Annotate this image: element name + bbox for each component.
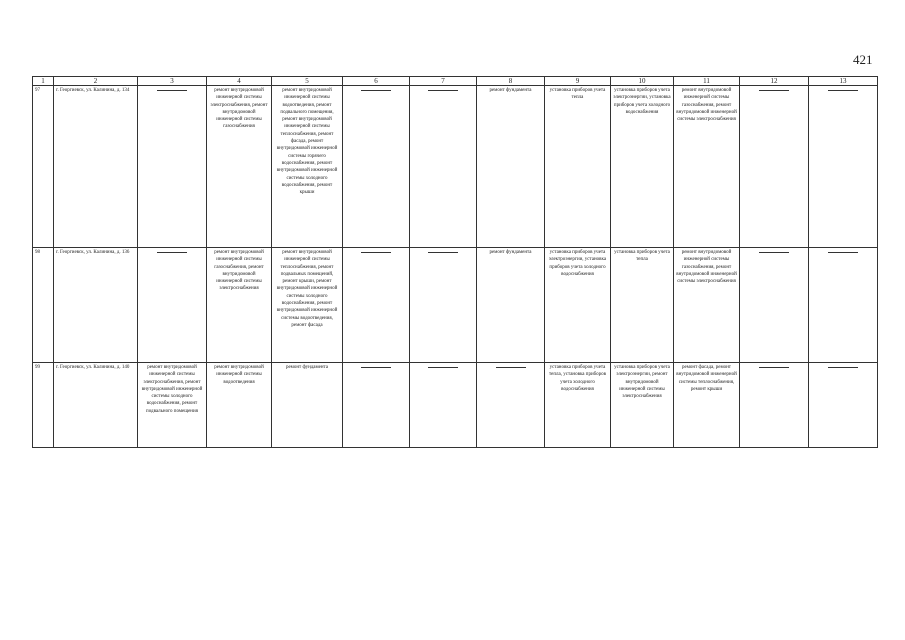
- table-row: [33, 86, 878, 248]
- empty-cell-dash: [343, 363, 410, 448]
- empty-cell-dash: [138, 248, 207, 363]
- column-header: 13: [809, 77, 878, 86]
- work-cell: ремонт внутридомовой инженерной системы газоснабжения, ремонт внутридомовой инженерной системы электроснабжения: [207, 248, 272, 363]
- work-cell: установка приборов учета электроэнергии, установка приборов учета холодного водоснабжения: [611, 86, 674, 248]
- row-number: 97: [33, 86, 54, 248]
- column-header: 4: [207, 77, 272, 86]
- empty-cell-dash: [410, 86, 477, 248]
- empty-cell-dash: [809, 248, 878, 363]
- table-row: [33, 363, 878, 448]
- empty-cell-dash: [410, 248, 477, 363]
- column-header-row: [33, 77, 878, 86]
- empty-cell-dash: [138, 86, 207, 248]
- column-header: 2: [54, 77, 138, 86]
- column-header: 12: [740, 77, 809, 86]
- work-cell: установка приборов учета тепла: [611, 248, 674, 363]
- row-number: 98: [33, 248, 54, 363]
- empty-cell-dash: [740, 248, 809, 363]
- empty-cell-dash: [809, 363, 878, 448]
- work-cell: ремонт внутридомовой инженерной системы газоснабжения, ремонт внутридомовой инженерной системы электроснабжения: [674, 248, 740, 363]
- empty-cell-dash: [740, 363, 809, 448]
- column-header: 10: [611, 77, 674, 86]
- work-cell: ремонт фундамента: [477, 86, 545, 248]
- work-cell: установка приборов учета электроэнергии, установка приборов учета холодного водоснабжения: [545, 248, 611, 363]
- empty-cell-dash: [477, 363, 545, 448]
- capital-repair-table: [32, 76, 878, 448]
- column-header: 3: [138, 77, 207, 86]
- work-cell: установка приборов учета тепла, установка приборов учета холодного водоснабжения: [545, 363, 611, 448]
- column-header: 6: [343, 77, 410, 86]
- column-header: 11: [674, 77, 740, 86]
- work-cell: установка приборов учета тепла: [545, 86, 611, 248]
- table-row: [33, 248, 878, 363]
- work-cell: установка приборов учета электроэнергии, ремонт внутридомовой инженерной системы электроснабжения: [611, 363, 674, 448]
- work-cell: ремонт внутридомовой инженерной системы водоотведения: [207, 363, 272, 448]
- column-header: 8: [477, 77, 545, 86]
- work-cell: ремонт фасада, ремонт внутридомовой инженерной системы теплоснабжения, ремонт крыши: [674, 363, 740, 448]
- work-cell: ремонт фундамента: [272, 363, 343, 448]
- column-header: 7: [410, 77, 477, 86]
- address-cell: г. Георгиевск, ул. Калинина, д. 140: [54, 363, 138, 448]
- column-header: 9: [545, 77, 611, 86]
- empty-cell-dash: [809, 86, 878, 248]
- work-cell: ремонт внутридомовой инженерной системы газоснабжения, ремонт внутридомовой инженерной системы электроснабжения: [674, 86, 740, 248]
- work-cell: ремонт внутридомовой инженерной системы теплоснабжения, ремонт подвальных помещений, ремонт крыши, ремонт внутридомовой инженерной системы холодного водоснабжения, ремонт внутридомовой инженерной системы водоотведения, ремонт фасада: [272, 248, 343, 363]
- page-number: 421: [853, 52, 873, 67]
- empty-cell-dash: [343, 248, 410, 363]
- address-cell: г. Георгиевск, ул. Калинина, д. 136: [54, 248, 138, 363]
- empty-cell-dash: [343, 86, 410, 248]
- address-cell: г. Георгиевск, ул. Калинина, д. 134: [54, 86, 138, 248]
- empty-cell-dash: [740, 86, 809, 248]
- work-cell: ремонт внутридомовой инженерной системы электроснабжения, ремонт внутридомовой инженерной системы газоснабжения: [207, 86, 272, 248]
- row-number: 99: [33, 363, 54, 448]
- work-cell: ремонт внутридомовой инженерной системы электроснабжения, ремонт внутридомовой инженерной системы холодного водоснабжения, ремонт подвального помещения: [138, 363, 207, 448]
- work-cell: ремонт фундамента: [477, 248, 545, 363]
- column-header: 5: [272, 77, 343, 86]
- column-header: 1: [33, 77, 54, 86]
- empty-cell-dash: [410, 363, 477, 448]
- work-cell: ремонт внутридомовой инженерной системы водоотведения, ремонт подвального помещения, ремонт внутридомовой инженерной системы теплоснабжения, ремонт фасада, ремонт внутридомовой инженерной системы горячего водоснабжения, ремонт внутридомовой инженерной системы холодного водоснабжения, ремонт крыши: [272, 86, 343, 248]
